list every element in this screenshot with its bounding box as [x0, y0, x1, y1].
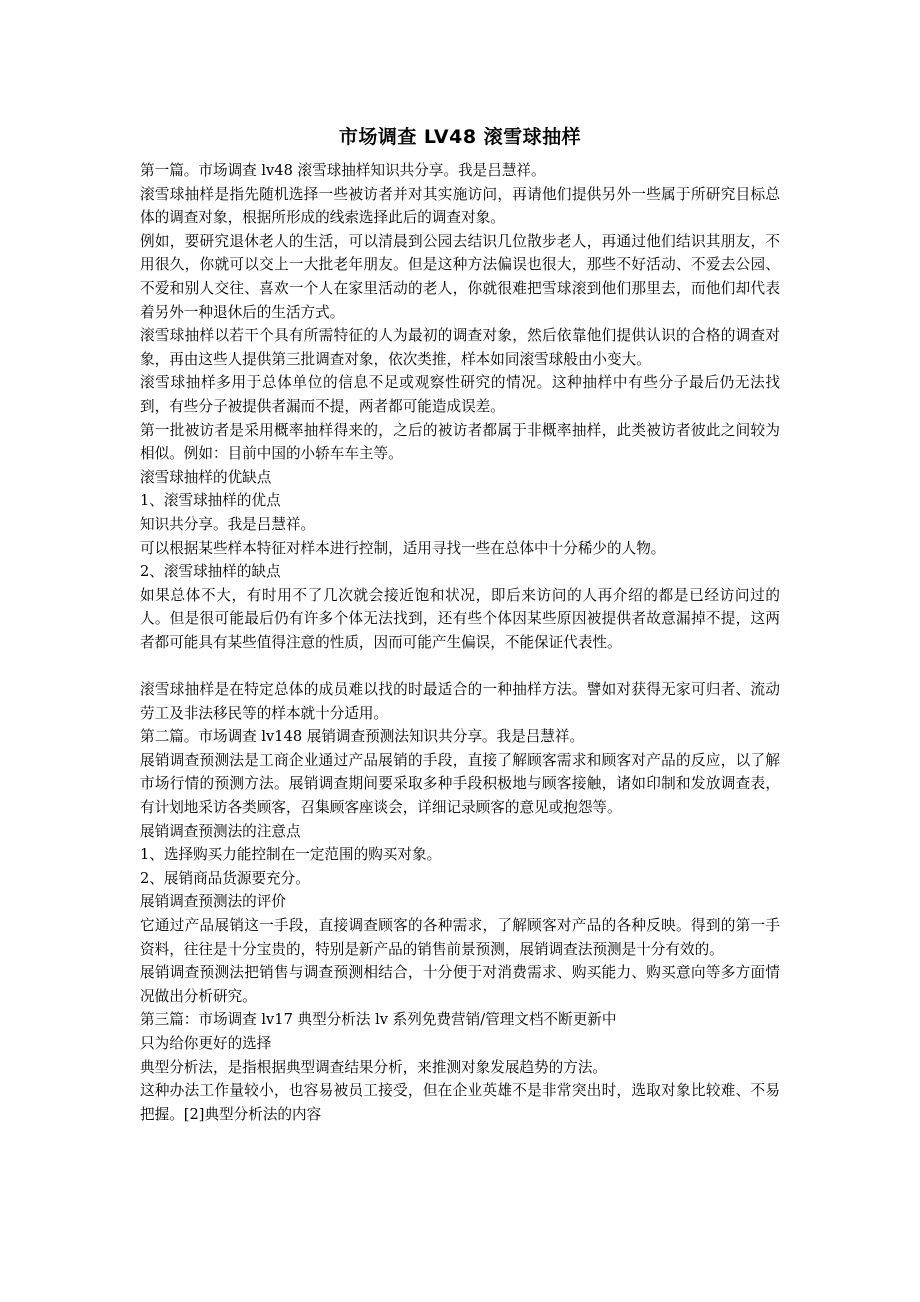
paragraph: 这种办法工作量较小，也容易被员工接受，但在企业英雄不是非常突出时，选取对象比较难、不易把握。[2]典型分析法的内容 [140, 1082, 780, 1123]
section-heading: 第二篇。市场调查 lv148 展销调查预测法知识共分享。我是吕慧祥。 [140, 728, 585, 746]
paragraph: 滚雪球抽样多用于总体单位的信息不足或观察性研究的情况。这种抽样中有些分子最后仍无法找到，有些分子被提供者漏而不提，两者都可能造成误差。 [140, 374, 780, 415]
section-heading: 展销调查预测法的注意点 [140, 822, 301, 840]
list-item: 2、展销商品货源要充分。 [140, 869, 310, 887]
paragraph: 知识共分享。我是吕慧祥。 [140, 515, 316, 533]
document-title: 市场调查 LV48 滚雪球抽样 [338, 126, 582, 148]
paragraph: 它通过产品展销这一手段，直接调查顾客的各种需求，了解顾客对产品的各种反映。得到的第一手资料，往往是十分宝贵的，特别是新产品的销售前景预测，展销调查法预测是十分有效的。 [140, 917, 780, 958]
paragraph: 例如，要研究退休老人的生活，可以清晨到公园去结识几位散步老人，再通过他们结识其朋友，不用很久，你就可以交上一大批老年朋友。但是这种方法偏误也很大，那些不好活动、不爱去公园、不爱和别人交往、喜欢一个人在家里活动的老人，你就很难把雪球滚到他们那里去，而他们却代表着另外一种退休后的生活方式。 [140, 232, 780, 321]
paragraph: 展销调查预测法是工商企业通过产品展销的手段，直接了解顾客需求和顾客对产品的反应，以了解市场行情的预测方法。展销调查期间要采取多种手段积极地与顾客接触，诸如印制和发放调查表，有计划地采访各类顾客，召集顾客座谈会，详细记录顾客的意见或抱怨等。 [140, 751, 780, 817]
section-heading: 滚雪球抽样的优缺点 [140, 468, 272, 486]
paragraph: 滚雪球抽样以若干个具有所需特征的人为最初的调查对象，然后依靠他们提供认识的合格的调查对象，再由这些人提供第三批调查对象，依次类推，样本如同滚雪球般由小变大。 [140, 327, 780, 368]
paragraph: 滚雪球抽样是在特定总体的成员难以找的时最适合的一种抽样方法。譬如对获得无家可归者、流动劳工及非法移民等的样本就十分适用。 [140, 681, 780, 722]
section-heading: 展销调查预测法的评价 [140, 893, 286, 911]
document-body [140, 159, 780, 1126]
paragraph: 展销调查预测法把销售与调查预测相结合，十分便于对消费需求、购买能力、购买意向等多方面情况做出分析研究。 [140, 964, 780, 1005]
blank-line [140, 654, 780, 678]
subheading: 2、滚雪球抽样的缺点 [140, 563, 281, 581]
paragraph: 第一篇。市场调查 lv48 滚雪球抽样知识共分享。我是吕慧祥。 [140, 162, 546, 179]
subheading: 1、滚雪球抽样的优点 [140, 492, 281, 510]
section-heading: 第三篇：市场调查 lv17 典型分析法 lv 系列免费营销/管理文档不断更新中 [140, 1011, 617, 1029]
paragraph: 只为给你更好的选择 [140, 1034, 272, 1052]
paragraph: 如果总体不大，有时用不了几次就会接近饱和状况，即后来访问的人再介绍的都是已经访问过的人。但是很可能最后仍有许多个体无法找到，还有些个体因某些原因被提供者故意漏掉不提，这两者都可能具有某些值得注意的性质，因而可能产生偏误，不能保证代表性。 [140, 586, 780, 651]
paragraph: 滚雪球抽样是指先随机选择一些被访者并对其实施访问，再请他们提供另外一些属于所研究目标总体的调查对象，根据所形成的线索选择此后的调查对象。 [140, 185, 780, 227]
list-item: 1、选择购买力能控制在一定范围的购买对象。 [140, 846, 442, 864]
paragraph: 可以根据某些样本特征对样本进行控制，适用寻找一些在总体中十分稀少的人物。 [140, 539, 666, 557]
paragraph: 典型分析法，是指根据典型调查结果分析，来推测对象发展趋势的方法。 [140, 1058, 608, 1076]
paragraph: 第一批被访者是采用概率抽样得来的，之后的被访者都属于非概率抽样，此类被访者彼此之间较为相似。例如：目前中国的小轿车车主等。 [140, 421, 780, 463]
